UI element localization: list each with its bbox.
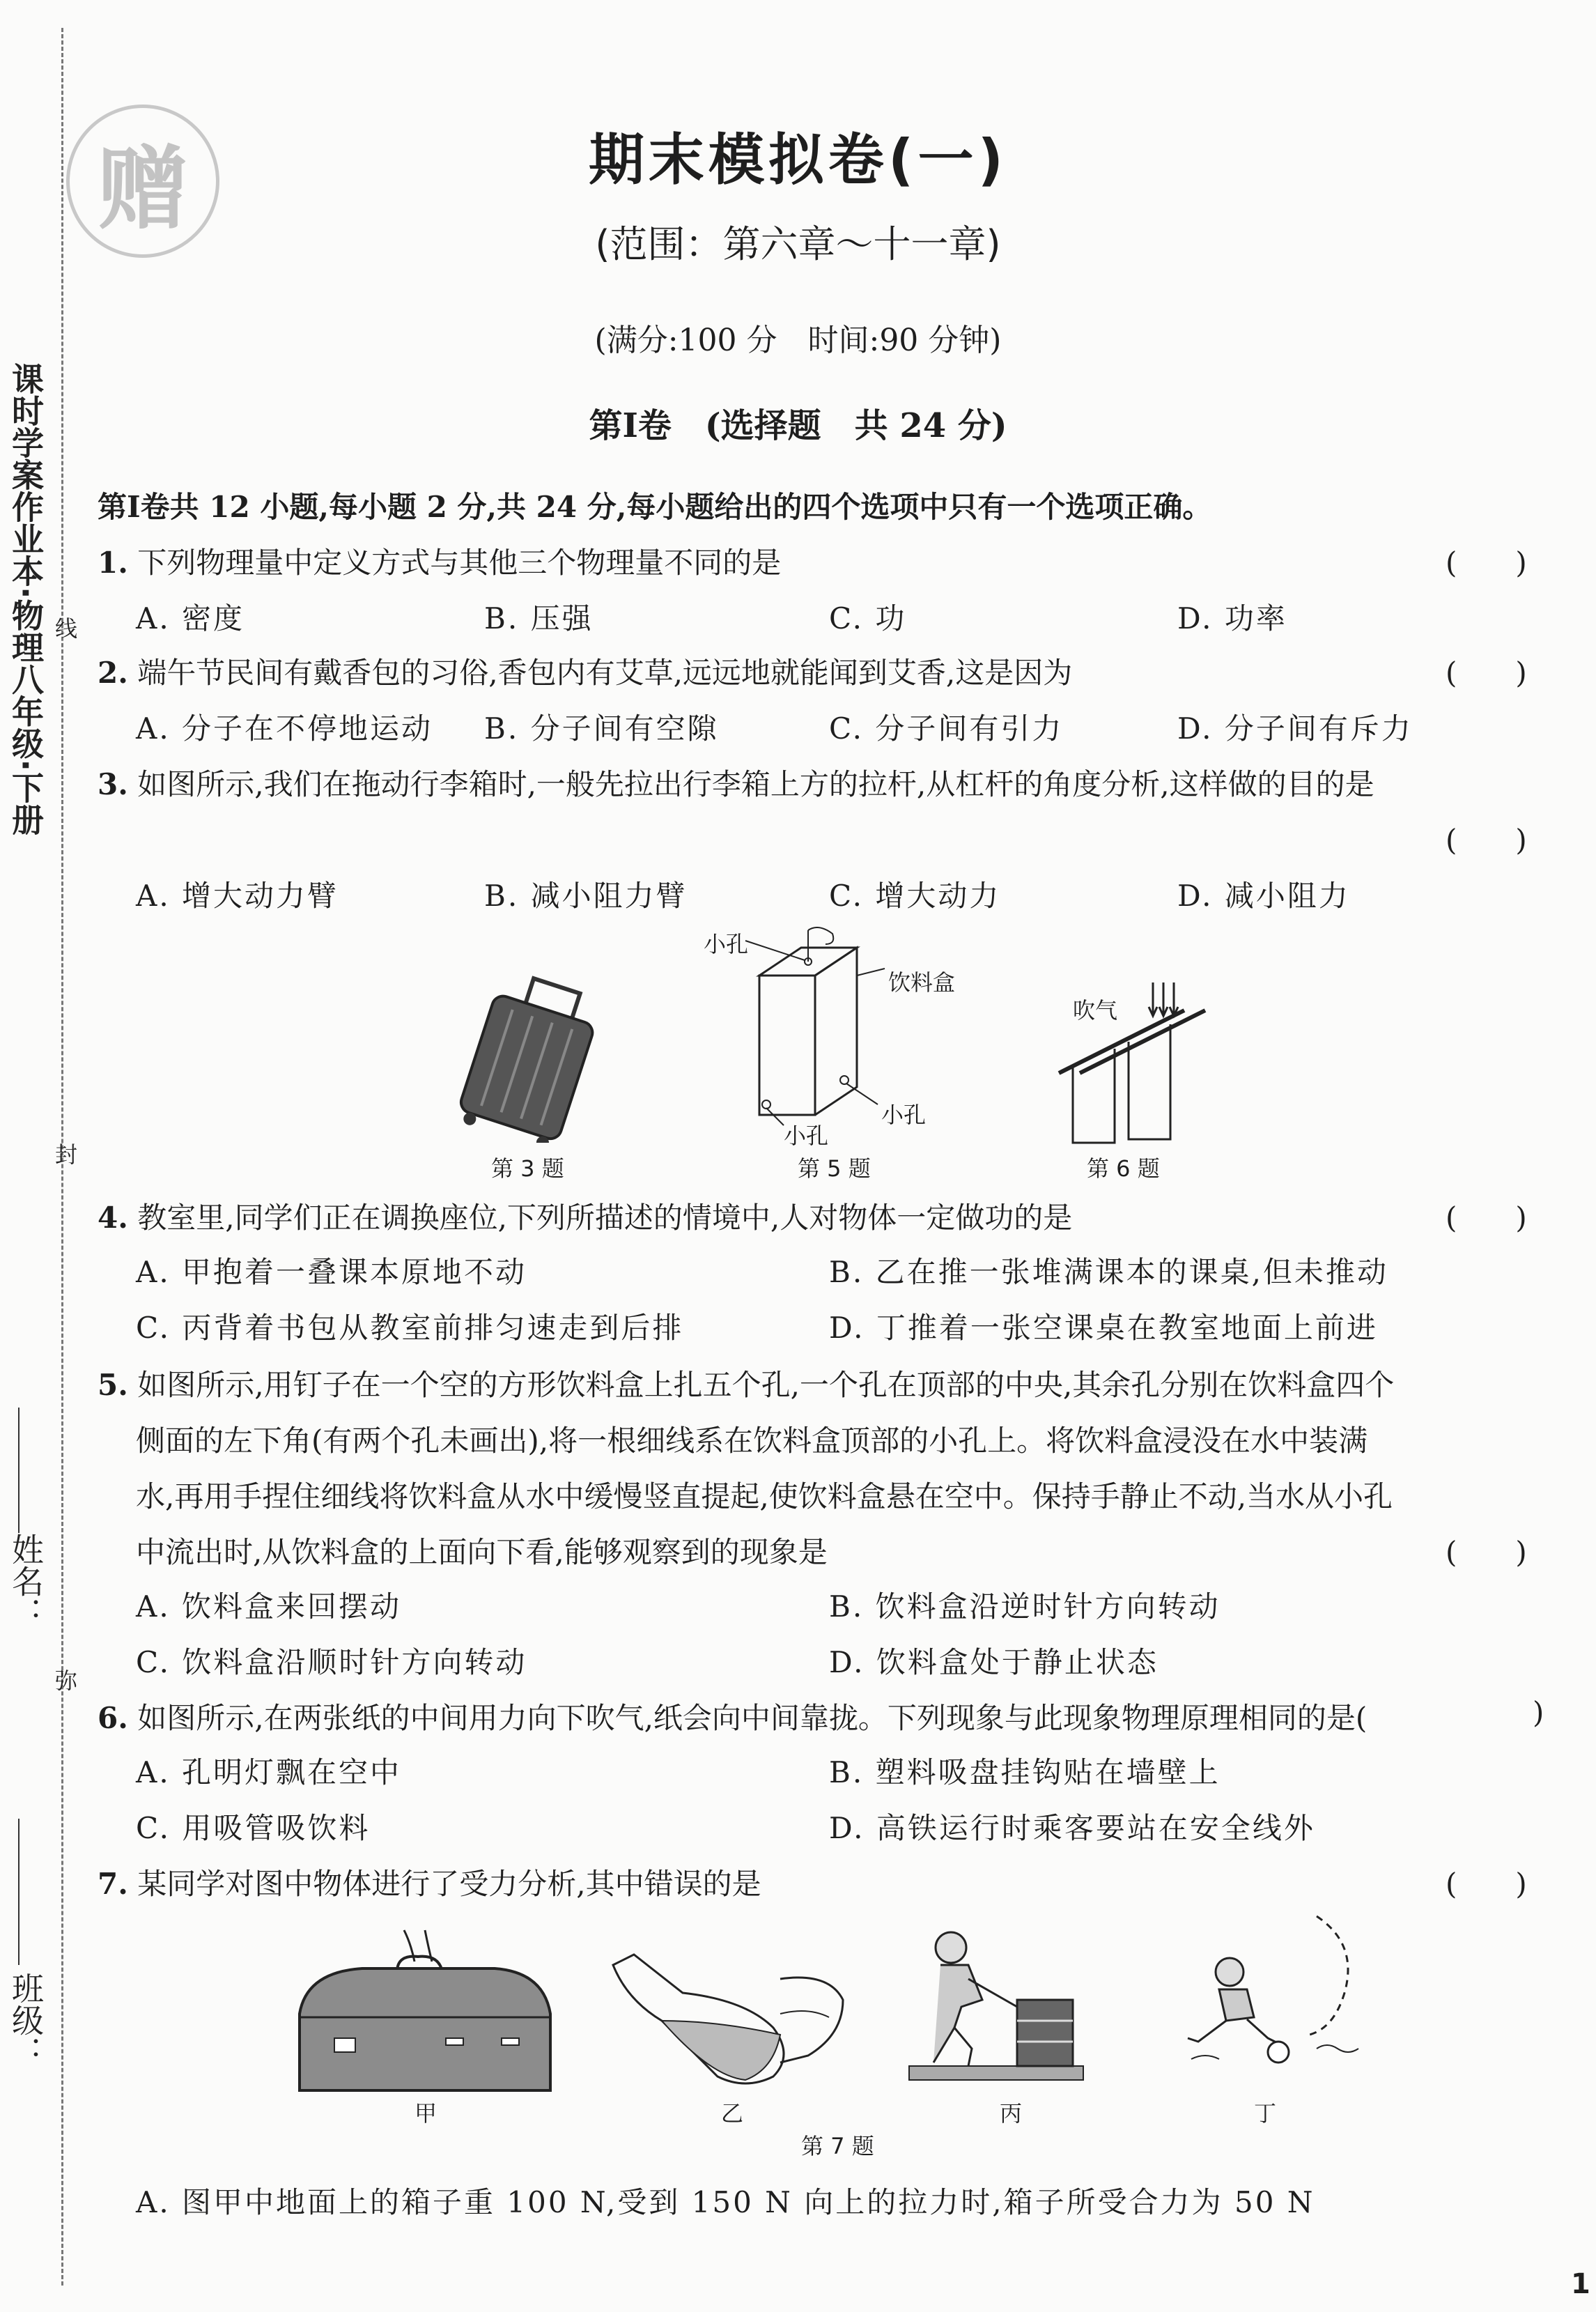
figure-ding-kick: [1177, 1909, 1386, 2090]
q1-option-d: D. 功率: [1177, 601, 1287, 635]
class-label: 班级：: [7, 1972, 45, 2068]
label-bing: 丙: [1000, 2100, 1023, 2127]
q6-option-b: B. 塑料吸盘挂钩贴在墙壁上: [829, 1755, 1221, 1789]
label-jia: 甲: [415, 2100, 437, 2127]
answer-blank-1[interactable]: ( ): [1446, 546, 1527, 580]
q5-option-c: C. 饮料盒沿顺时针方向转动: [136, 1645, 527, 1679]
q4-option-a: A. 甲抱着一叠课本原地不动: [136, 1255, 527, 1289]
answer-blank-3[interactable]: ( ): [1446, 823, 1527, 857]
question-1: 1. 下列物理量中定义方式与其他三个物理量不同的是: [98, 546, 782, 580]
gift-seal-stamp: 赠: [66, 105, 219, 258]
q4-option-d: D. 丁推着一张空课桌在教室地面上前进: [829, 1311, 1378, 1345]
label-ding: 丁: [1254, 2100, 1277, 2127]
label-hole-top: 小孔: [704, 931, 749, 957]
figure-bing-push: [906, 1923, 1087, 2090]
q6-option-a: A. 孔明灯飘在空中: [136, 1755, 402, 1789]
label-hole-right: 小孔: [881, 1102, 927, 1128]
answer-blank-6-close[interactable]: ): [1533, 1695, 1544, 1729]
q3-option-d: D. 减小阻力: [1177, 879, 1350, 913]
question-5-line-4: 中流出时,从饮料盒的上面向下看,能够观察到的现象是: [136, 1535, 828, 1569]
question-3: 3. 如图所示,我们在拖动行李箱时,一般先拉出行李箱上方的拉杆,从杠杆的角度分析,这样做的目的是: [98, 767, 1374, 801]
answer-blank-7[interactable]: ( ): [1446, 1867, 1527, 1901]
figure-drink-box: [697, 927, 989, 1150]
q3-option-b: B. 减小阻力臂: [484, 879, 688, 913]
caption-q6: 第 6 题: [1087, 1155, 1160, 1182]
q5-option-d: D. 饮料盒处于静止状态: [829, 1645, 1159, 1679]
caption-q5: 第 5 题: [798, 1155, 871, 1182]
score-time-meta: (满分:100 分 时间:90 分钟): [594, 323, 1002, 358]
label-blow: 吹气: [1073, 997, 1118, 1024]
q7-option-a: A. 图甲中地面上的箱子重 100 N,受到 150 N 向上的拉力时,箱子所受合力为 50 N: [136, 2185, 1315, 2219]
figure-yi-bottle: [606, 1951, 857, 2090]
answer-blank-5[interactable]: ( ): [1446, 1535, 1527, 1569]
question-4: 4. 教室里,同学们正在调换座位,下列所描述的情境中,人对物体一定做功的是: [98, 1201, 1073, 1235]
question-7: 7. 某同学对图中物体进行了受力分析,其中错误的是: [98, 1867, 761, 1901]
q1-option-c: C. 功: [829, 601, 907, 635]
q6-option-d: D. 高铁运行时乘客要站在安全线外: [829, 1811, 1315, 1845]
question-2: 2. 端午节民间有戴香包的习俗,香包内有艾草,远远地就能闻到艾香,这是因为: [98, 656, 1073, 690]
question-5-line-1: 5. 如图所示,用钉子在一个空的方形饮料盒上扎五个孔,一个孔在顶部的中央,其余孔分别在饮料盒四个: [98, 1368, 1395, 1402]
q3-option-a: A. 增大动力臂: [136, 879, 339, 913]
q3-option-c: C. 增大动力: [829, 879, 1001, 913]
q1-option-a: A. 密度: [136, 601, 245, 635]
q2-option-a: A. 分子在不停地运动: [136, 711, 433, 746]
q1-option-b: B. 压强: [484, 601, 594, 635]
mark-feng: 封: [52, 1143, 78, 1165]
question-6: 6. 如图所示,在两张纸的中间用力向下吹气,纸会向中间靠拢。下列现象与此现象物理原理相同的是(: [98, 1701, 1368, 1735]
q4-option-b: B. 乙在推一张堆满课本的课桌,但未推动: [829, 1255, 1388, 1289]
answer-blank-2[interactable]: ( ): [1446, 656, 1527, 690]
caption-q3: 第 3 题: [491, 1155, 564, 1182]
mark-xian: 线: [52, 617, 78, 639]
question-5-line-2: 侧面的左下角(有两个孔未画出),将一根细线系在饮料盒顶部的小孔上。将饮料盒浸没在水中装满: [136, 1424, 1368, 1458]
scope-subtitle: (范围：第六章～十一章): [595, 222, 1001, 266]
q6-option-c: C. 用吸管吸饮料: [136, 1811, 371, 1845]
page-title: 期末模拟卷(一): [588, 128, 1008, 192]
label-hole-bottom: 小孔: [784, 1123, 829, 1149]
name-label: 姓名：: [7, 1533, 45, 1629]
name-underline: [18, 1408, 20, 1533]
section-heading: 第Ⅰ卷 (选择题 共 24 分): [589, 406, 1007, 445]
instructions: 第Ⅰ卷共 12 小题,每小题 2 分,共 24 分,每小题给出的四个选项中只有一个选项正确。: [98, 490, 1212, 524]
q2-option-b: B. 分子间有空隙: [484, 711, 719, 746]
figure-jia-box: [293, 1923, 557, 2097]
caption-q7: 第 7 题: [801, 2133, 874, 2159]
answer-blank-4[interactable]: ( ): [1446, 1201, 1527, 1235]
label-drink-box: 饮料盒: [888, 969, 956, 996]
question-5-line-3: 水,再用手捏住细线将饮料盒从水中缓慢竖直提起,使饮料盒悬在空中。保持手静止不动,当水从小孔: [136, 1479, 1393, 1513]
label-yi: 乙: [721, 2100, 744, 2127]
q2-option-d: D. 分子间有斥力: [1177, 711, 1413, 746]
q2-option-c: C. 分子间有引力: [829, 711, 1064, 746]
mark-mi: 弥: [52, 1669, 78, 1691]
class-underline: [18, 1819, 20, 1965]
page-number: 1: [1571, 2268, 1590, 2300]
q4-option-c: C. 丙背着书包从教室前排匀速走到后排: [136, 1311, 684, 1345]
q5-option-b: B. 饮料盒沿逆时针方向转动: [829, 1589, 1221, 1624]
figure-suitcase: [446, 976, 613, 1143]
book-title: 课时学案作业本·物理八年级·下册: [7, 362, 45, 835]
q5-option-a: A. 饮料盒来回摆动: [136, 1589, 402, 1624]
